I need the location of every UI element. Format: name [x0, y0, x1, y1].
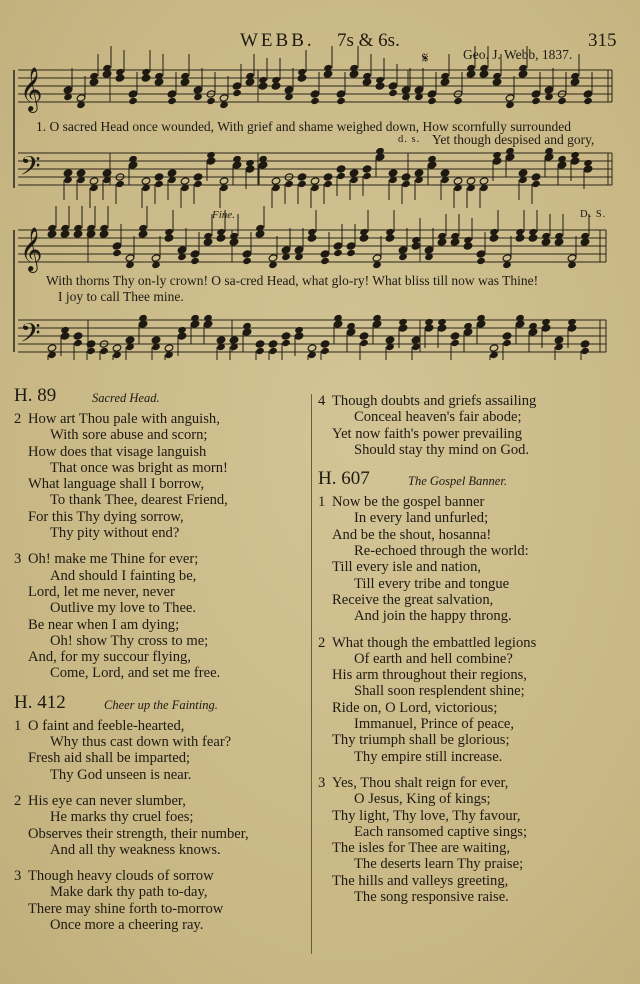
- note-head: [362, 165, 372, 173]
- segno-sign: 𝄋: [422, 51, 429, 67]
- verse-line-text: Receive the great salvation,: [332, 591, 494, 608]
- verse-number: 4: [318, 393, 326, 409]
- verse-number: 3: [14, 868, 22, 885]
- verse-number: 1: [14, 717, 22, 734]
- verse-line-text: What though the embattled legions: [332, 634, 537, 651]
- verse-line: [14, 868, 306, 884]
- note-head: [346, 249, 356, 257]
- note-head: [323, 180, 333, 188]
- verse-line: [14, 617, 306, 633]
- hymn-number: H. 89: [14, 385, 57, 406]
- verse-line: [318, 608, 628, 624]
- verse-line: [318, 856, 628, 872]
- note-head: [99, 347, 109, 355]
- verse-line-text: Once more a cheering ray.: [50, 917, 204, 934]
- left-column: [14, 385, 306, 943]
- verse-number: 3: [318, 774, 326, 791]
- note-head: [320, 257, 330, 265]
- note-head: [167, 90, 177, 98]
- verse-line-text: Till every tribe and tongue: [354, 575, 510, 592]
- note-head: [63, 169, 73, 177]
- verse-line: [318, 559, 628, 575]
- note-head: [320, 340, 330, 348]
- verse-line-text: That once was bright as morn!: [50, 459, 228, 476]
- verse-line: [318, 527, 628, 543]
- verse-line: [14, 826, 306, 842]
- verse-line-text: How does that visage languish: [28, 443, 207, 460]
- note-head: [372, 254, 382, 262]
- note-head: [112, 249, 122, 257]
- note-head: [580, 340, 590, 348]
- note-head: [112, 242, 122, 250]
- note-head: [284, 86, 294, 94]
- verse-line-text: Thy triumph shall be glorious;: [332, 732, 510, 749]
- note-head: [583, 97, 593, 105]
- note-head: [193, 86, 203, 94]
- verse: [318, 494, 628, 624]
- verse-line-text: His eye can never slumber,: [28, 792, 186, 809]
- note-head: [281, 339, 291, 347]
- verse-line: [318, 667, 628, 683]
- note-head: [242, 257, 252, 265]
- verse-line: [318, 700, 628, 716]
- verse-line: [14, 901, 306, 917]
- hymn-title: Sacred Head.: [92, 391, 160, 405]
- verse-line: [318, 393, 628, 409]
- note-head: [76, 94, 86, 102]
- verse: [14, 718, 306, 783]
- note-head: [216, 336, 226, 344]
- note-head: [154, 173, 164, 181]
- note-head: [128, 90, 138, 98]
- verse-line-text: O faint and feeble-hearted,: [28, 717, 185, 734]
- verse-line: [318, 592, 628, 608]
- verse-line-text: Thy God unseen is near.: [50, 766, 192, 783]
- verse-line-text: Make dark thy path to-day,: [50, 884, 208, 901]
- note-head: [453, 97, 463, 105]
- note-head: [554, 336, 564, 344]
- verse: [318, 635, 628, 765]
- verse-line: [14, 551, 306, 567]
- note-head: [229, 336, 239, 344]
- verse-line: [14, 884, 306, 900]
- note-head: [320, 347, 330, 355]
- verse-line: [318, 576, 628, 592]
- verse-line: [14, 665, 306, 681]
- note-head: [427, 90, 437, 98]
- note-head: [466, 177, 476, 185]
- verse-line-text: Lord, let me never, never: [28, 583, 175, 600]
- verse-line-text: What language shall I borrow,: [28, 476, 205, 493]
- note-head: [336, 97, 346, 105]
- verse-line: [318, 635, 628, 651]
- note-head: [401, 86, 411, 94]
- verse-line-text: And join the happy throng.: [354, 608, 512, 625]
- composer-credit: Geo. J. Webb, 1837.: [463, 47, 573, 62]
- note-head: [505, 94, 515, 102]
- verse: [14, 868, 306, 933]
- verse-line-text: Yet now faith's power prevailing: [332, 425, 523, 442]
- verse-line: [318, 791, 628, 807]
- note-head: [427, 97, 437, 105]
- note-head: [219, 177, 229, 185]
- note-head: [531, 90, 541, 98]
- note-head: [125, 254, 135, 262]
- verse: [14, 411, 306, 541]
- note-head: [557, 97, 567, 105]
- note-head: [567, 254, 577, 262]
- verse-line: [14, 767, 306, 783]
- verse-line-text: The isles for Thee are waiting,: [332, 840, 511, 857]
- verse-line-text: Shall soon resplendent shine;: [354, 683, 525, 700]
- verse-line: [14, 568, 306, 584]
- note-head: [281, 246, 291, 254]
- verse-line-text: To thank Thee, dearest Friend,: [50, 492, 228, 509]
- note-head: [336, 165, 346, 173]
- note-head: [401, 173, 411, 181]
- note-head: [271, 177, 281, 185]
- note-head: [398, 246, 408, 254]
- verse-line-text: Thy empire still increase.: [354, 748, 503, 765]
- note-head: [479, 177, 489, 185]
- note-head: [346, 242, 356, 250]
- treble-clef-icon: 𝄞: [20, 227, 43, 271]
- verse-line: [14, 460, 306, 476]
- verse-line: [318, 732, 628, 748]
- verse-line: [14, 809, 306, 825]
- note-head: [583, 90, 593, 98]
- note-head: [440, 169, 450, 177]
- note-head: [112, 344, 122, 352]
- note-head: [359, 339, 369, 347]
- verse-line: [14, 492, 306, 508]
- verse-line: [14, 600, 306, 616]
- verse-line: [318, 442, 628, 458]
- verse-line: [14, 476, 306, 492]
- verse-line: [318, 494, 628, 510]
- note-head: [268, 340, 278, 348]
- verse-line-text: Oh! make me Thine for ever;: [28, 551, 199, 568]
- note-head: [73, 339, 83, 347]
- note-head: [115, 180, 125, 188]
- ds-mark: D. S.: [580, 209, 607, 220]
- note-head: [424, 246, 434, 254]
- verse-line: [14, 750, 306, 766]
- verse-line: [14, 793, 306, 809]
- note-head: [73, 332, 83, 340]
- note-head: [333, 249, 343, 257]
- verse-line: [14, 633, 306, 649]
- note-head: [63, 86, 73, 94]
- note-head: [125, 336, 135, 344]
- right-column: [318, 393, 628, 915]
- verse-line-text: Fresh aid shall be imparted;: [28, 750, 191, 767]
- note-head: [531, 180, 541, 188]
- note-head: [502, 332, 512, 340]
- note-head: [141, 177, 151, 185]
- verse-line: [318, 824, 628, 840]
- note-head: [531, 97, 541, 105]
- verse-line: [14, 444, 306, 460]
- note-head: [349, 169, 359, 177]
- note-head: [310, 177, 320, 185]
- verse-line-text: His arm throughout their regions,: [332, 667, 527, 684]
- note-head: [76, 169, 86, 177]
- note-head: [307, 344, 317, 352]
- note-head: [333, 242, 343, 250]
- verse-line-text: Till every isle and nation,: [332, 559, 482, 576]
- note-head: [180, 177, 190, 185]
- note-head: [580, 347, 590, 355]
- verse-line: [14, 411, 306, 427]
- verse-line: [14, 718, 306, 734]
- note-head: [450, 339, 460, 347]
- hymn-title: Cheer up the Fainting.: [104, 697, 218, 712]
- verse-number: 2: [14, 411, 22, 427]
- hymn-block: [318, 468, 628, 905]
- verse-line: [318, 749, 628, 765]
- bass-clef-icon: 𝄢: [20, 150, 41, 188]
- hymn-title: The Gospel Banner.: [408, 474, 507, 489]
- note-head: [502, 339, 512, 347]
- tune-meter: 7s & 6s.: [337, 30, 400, 51]
- note-head: [310, 90, 320, 98]
- verse-line-text: Why thus cast down with fear?: [50, 734, 232, 751]
- verse-line-text: Outlive my love to Thee.: [50, 600, 197, 617]
- note-head: [167, 97, 177, 105]
- verse-line: [14, 917, 306, 933]
- system1-ds-label: d. s.: [398, 134, 421, 145]
- verse-line-text: There may shine forth to-morrow: [28, 900, 224, 917]
- note-head: [128, 97, 138, 105]
- verse-line: [14, 734, 306, 750]
- note-head: [411, 336, 421, 344]
- page-number: 315: [588, 30, 617, 51]
- verse-line: [318, 873, 628, 889]
- verse-line: [14, 427, 306, 443]
- note-head: [388, 82, 398, 90]
- verse-line: [318, 651, 628, 667]
- note-head: [232, 89, 242, 97]
- note-head: [190, 257, 200, 265]
- tune-name: WEBB.: [240, 30, 315, 51]
- verse-line: [318, 889, 628, 905]
- fine-mark: Fine.: [212, 209, 235, 221]
- verse: [14, 551, 306, 681]
- note-head: [453, 177, 463, 185]
- verse: [318, 775, 628, 905]
- note-head: [476, 257, 486, 265]
- note-head: [193, 180, 203, 188]
- verse-line-text: The song responsive raise.: [354, 889, 509, 906]
- note-head: [336, 90, 346, 98]
- treble-clef-icon: 𝄞: [20, 67, 43, 111]
- hymn-number: H. 607: [318, 468, 370, 490]
- note-head: [297, 173, 307, 181]
- system1-lyric: 1. O sacred Head once wounded, With grief and shame weighed down, How scornfully surrounded: [36, 119, 571, 134]
- note-head: [232, 82, 242, 90]
- note-head: [450, 332, 460, 340]
- note-head: [167, 169, 177, 177]
- verse-number: 2: [318, 634, 326, 651]
- verse-line-text: O Jesus, King of kings;: [354, 791, 491, 808]
- verse-line-text: And be the shout, hosanna!: [332, 526, 492, 543]
- note-head: [255, 347, 265, 355]
- note-head: [489, 344, 499, 352]
- note-head: [388, 169, 398, 177]
- note-head: [164, 344, 174, 352]
- verse-line-text: Conceal heaven's fair abode;: [354, 409, 522, 426]
- note-head: [310, 97, 320, 105]
- verse-line-text: Come, Lord, and set me free.: [50, 665, 221, 682]
- verse-line-text: Ride on, O Lord, victorious;: [332, 699, 498, 716]
- music-score: [0, 0, 640, 360]
- verse-line-text: Should stay thy mind on God.: [354, 441, 530, 458]
- note-head: [502, 254, 512, 262]
- hymn-heading: [14, 385, 306, 411]
- hymn-number: H. 412: [14, 691, 66, 713]
- note-head: [544, 86, 554, 94]
- verse-line: [318, 808, 628, 824]
- verse-line-text: Oh! show Thy cross to me;: [50, 632, 209, 649]
- system2-lyric-line2: I joy to call Thee mine.: [58, 289, 184, 304]
- verse-line-text: Re-echoed through the world:: [354, 543, 529, 560]
- note-head: [177, 246, 187, 254]
- verse-line-text: Be near when I am dying;: [28, 616, 180, 633]
- note-head: [219, 94, 229, 102]
- verse-line: [318, 775, 628, 791]
- verse-line-text: For this Thy dying sorrow,: [28, 508, 184, 525]
- hymn-block: [318, 393, 628, 458]
- verse-line-text: Of earth and hell combine?: [354, 650, 513, 667]
- verse-line-text: With sore abuse and scorn;: [50, 427, 208, 444]
- note-head: [151, 254, 161, 262]
- note-head: [320, 250, 330, 258]
- verse-line-text: Each ransomed captive sings;: [354, 823, 528, 840]
- hymn-block: [14, 692, 306, 934]
- note-head: [151, 336, 161, 344]
- note-head: [268, 254, 278, 262]
- verse-line-text: And, for my succour flying,: [28, 649, 191, 666]
- verse-line-text: Observes their strength, their number,: [28, 825, 249, 842]
- note-head: [297, 180, 307, 188]
- note-head: [385, 336, 395, 344]
- note-head: [294, 246, 304, 254]
- note-head: [531, 173, 541, 181]
- verse-line: [318, 409, 628, 425]
- system1-ds-lyric: Yet though despised and gory,: [432, 132, 595, 147]
- verse-line-text: The deserts learn Thy praise;: [354, 856, 524, 873]
- verse-line-text: Though heavy clouds of sorrow: [28, 868, 214, 885]
- note-head: [193, 173, 203, 181]
- verse-line-text: How art Thou pale with anguish,: [28, 411, 220, 427]
- hymn-heading: [318, 468, 628, 494]
- note-head: [414, 169, 424, 177]
- column-divider: [311, 394, 312, 954]
- verse-line: [14, 525, 306, 541]
- note-head: [476, 250, 486, 258]
- verse-number: 1: [318, 494, 326, 511]
- verse-number: 3: [14, 551, 22, 568]
- verse-line: [14, 509, 306, 525]
- note-head: [268, 347, 278, 355]
- note-head: [89, 177, 99, 185]
- note-head: [206, 97, 216, 105]
- hymn-block: [14, 385, 306, 682]
- verse-line-text: Yes, Thou shalt reign for ever,: [332, 774, 509, 791]
- note-head: [401, 180, 411, 188]
- verse-line: [318, 716, 628, 732]
- verse-line-text: And all thy weakness knows.: [50, 841, 221, 858]
- verse-line-text: He marks thy cruel foes;: [50, 809, 194, 826]
- note-head: [190, 250, 200, 258]
- note-head: [388, 89, 398, 97]
- verse-line-text: Immanuel, Prince of peace,: [354, 716, 515, 733]
- verse-line: [318, 426, 628, 442]
- hymn-heading: [14, 692, 306, 718]
- note-head: [242, 250, 252, 258]
- verse-line-text: And should I fainting be,: [50, 567, 197, 584]
- verse-line: [318, 683, 628, 699]
- note-head: [414, 86, 424, 94]
- verse-number: 2: [14, 792, 22, 809]
- note-head: [284, 180, 294, 188]
- note-head: [323, 173, 333, 181]
- verse-line-text: The hills and valleys greeting,: [332, 872, 509, 889]
- verse: [14, 793, 306, 858]
- note-head: [336, 172, 346, 180]
- note-head: [359, 332, 369, 340]
- verse-line-text: Thy pity without end?: [50, 525, 180, 542]
- verse-line-text: Thy light, Thy love, Thy favour,: [332, 807, 521, 824]
- verse-line: [14, 649, 306, 665]
- system2-lyric-line1: With thorns Thy on-ly crown! O sa-cred Head, what glo-ry! What bliss till now was Thine!: [46, 273, 539, 288]
- verse-line: [318, 510, 628, 526]
- note-head: [47, 344, 57, 352]
- verse-line: [318, 840, 628, 856]
- verse-line-text: In every land unfurled;: [354, 510, 489, 527]
- verse-line: [14, 584, 306, 600]
- bass-clef-icon: 𝄢: [20, 317, 41, 355]
- note-head: [281, 332, 291, 340]
- verse-line: [318, 543, 628, 559]
- note-head: [154, 180, 164, 188]
- verse-line-text: Now be the gospel banner: [332, 494, 485, 511]
- verse: [318, 393, 628, 458]
- note-head: [362, 172, 372, 180]
- verse-line-text: Though doubts and griefs assailing: [332, 393, 537, 409]
- verse-line: [14, 842, 306, 858]
- note-head: [518, 169, 528, 177]
- note-head: [255, 340, 265, 348]
